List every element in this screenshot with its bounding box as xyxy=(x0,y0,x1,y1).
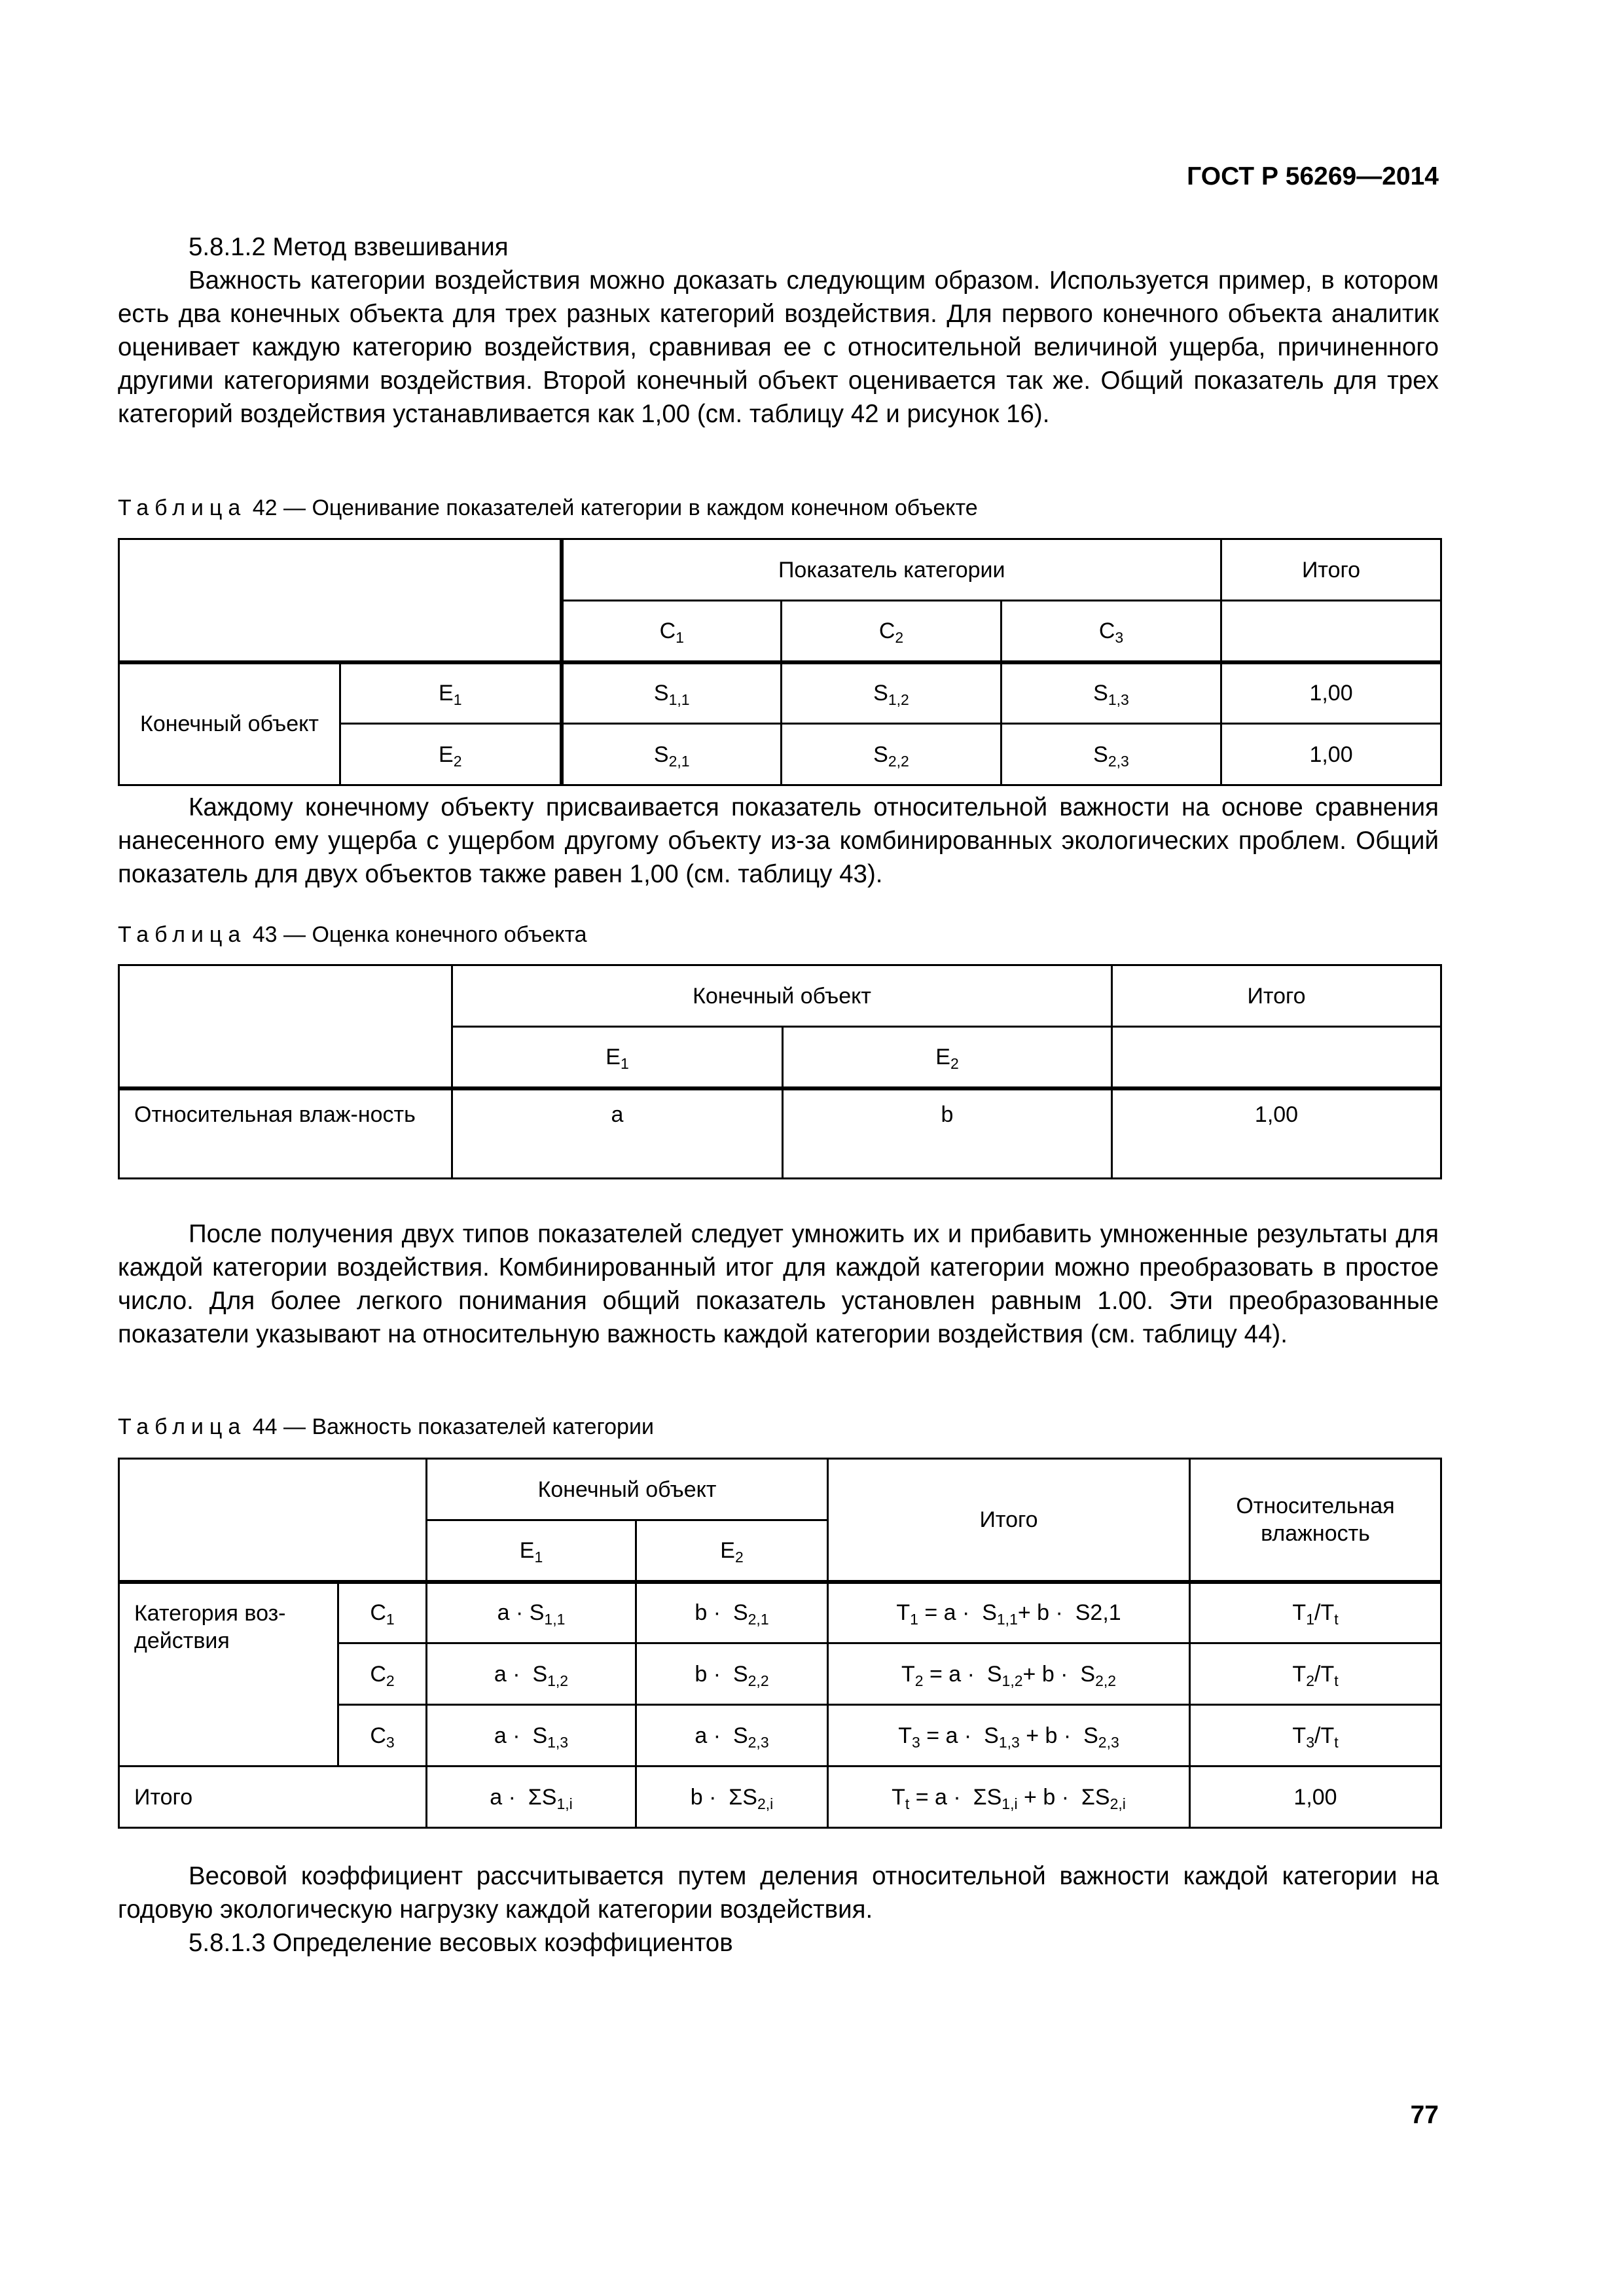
caption-text: 43 — Оценка конечного объекта xyxy=(252,922,587,947)
table-caption xyxy=(118,1414,654,1440)
table-cell: $b \cdot \Sigma S_{2,i}$ xyxy=(636,1767,828,1828)
table-cell: $S_{1,2}$ xyxy=(782,662,1001,724)
table-42 xyxy=(118,538,1442,786)
caption-text: 44 — Важность показателей категории xyxy=(252,1414,654,1439)
empty-cell xyxy=(119,1459,427,1582)
table-caption xyxy=(118,922,587,948)
paragraph: Весовой коэффициент рассчитывается путем деления относительной важности каждой категории на годовую экологическую нагрузку каждой категории воздействия. xyxy=(118,1862,1439,1924)
table-row xyxy=(119,662,1441,724)
header-cell: Конечный объект xyxy=(452,965,1112,1027)
empty-cell xyxy=(1112,1027,1441,1088)
paragraph: Каждому конечному объекту присваивается показатель относительной важности на основе сравнения нанесенного ему ущерба с ущербом другому объекту из-за комбинированных экологических проблем. Общий показатель для двух объектов также равен 1,00 (см. таблицу 43). xyxy=(118,793,1439,888)
table-row xyxy=(119,1767,1441,1828)
table-cell: $a \cdot S_{1,2}$ xyxy=(427,1643,636,1705)
paragraph: Важность категории воздействия можно доказать следующим образом. Используется пример, в котором есть два конечных объекта для трех разных категорий воздействия. Для первого конечного объекта аналитик оценивает каждую категорию воздействия, сравнивая ее с относительной величиной ущерба, причиненного другими категориями воздействия. Второй конечный объект оценивается так же. Общий показатель для трех категорий воздействия устанавливается как 1,00 (см. таблицу 42 и рисунок 16). xyxy=(118,266,1439,428)
caption-word: Таблица xyxy=(118,495,247,520)
header-cell: $E_2$ xyxy=(636,1520,828,1582)
header-cell: $C_2$ xyxy=(782,601,1001,662)
table-cell: b xyxy=(783,1088,1112,1179)
caption-word: Таблица xyxy=(118,1414,247,1439)
table-cell: $a \cdot S_{1,1}$ xyxy=(427,1582,636,1643)
table-row xyxy=(119,1088,1441,1179)
row-group-label: Конечный объект xyxy=(119,662,340,785)
paragraph: После получения двух типов показателей следует умножить их и прибавить умноженные результаты для каждой категории воздействия. Комбинированный итог для каждой категории можно преобразовать в простое число. Для более легкого понимания общий показатель установлен равным 1.00. Эти преобразованные показатели указывают на относительную важность каждой категории воздействия (см. таблицу 44). xyxy=(118,1220,1439,1348)
table-row xyxy=(119,539,1441,601)
table-cell: $S_{2,1}$ xyxy=(562,724,782,785)
table-cell: 1,00 xyxy=(1112,1088,1441,1179)
table-cell: $T_t = a \cdot \Sigma S_{1,i} + b \cdot \Sigma S_{2,i}$ xyxy=(828,1767,1190,1828)
table-cell: $a \cdot S_{2,3}$ xyxy=(636,1705,828,1767)
table-cell: $b \cdot S_{2,1}$ xyxy=(636,1582,828,1643)
caption-word: Таблица xyxy=(118,922,247,947)
table-cell: 1,00 xyxy=(1190,1767,1441,1828)
table-row xyxy=(119,1582,1441,1643)
row-label: Относительная влаж-ность xyxy=(119,1088,452,1179)
empty-cell xyxy=(1221,601,1441,662)
table-cell: $T_3/T_t$ xyxy=(1190,1705,1441,1767)
header-cell: Относительная влажность xyxy=(1190,1459,1441,1582)
header-cell: $C_1$ xyxy=(562,601,782,662)
table-cell: $S_{2,2}$ xyxy=(782,724,1001,785)
table-cell: $S_{2,3}$ xyxy=(1001,724,1221,785)
table-cell: $S_{1,3}$ xyxy=(1001,662,1221,724)
row-label: Итого xyxy=(119,1767,427,1828)
row-label: $C_3$ xyxy=(338,1705,427,1767)
table-cell: $T_1/T_t$ xyxy=(1190,1582,1441,1643)
empty-cell xyxy=(119,539,562,662)
table-cell: $S_{1,1}$ xyxy=(562,662,782,724)
table-cell: $T_2 = a \cdot S_{1,2}+ b \cdot S_{2,2}$ xyxy=(828,1643,1190,1705)
header-cell: $E_1$ xyxy=(452,1027,783,1088)
table-cell: $T_2/T_t$ xyxy=(1190,1643,1441,1705)
header-cell: Итого xyxy=(1221,539,1441,601)
row-label: $C_2$ xyxy=(338,1643,427,1705)
table-cell: 1,00 xyxy=(1221,662,1441,724)
row-label: $C_1$ xyxy=(338,1582,427,1643)
header-cell: Показатель категории xyxy=(562,539,1221,601)
header-cell: $E_1$ xyxy=(427,1520,636,1582)
header-cell: Итого xyxy=(1112,965,1441,1027)
table-cell: $T_1 = a \cdot S_{1,1}+ b \cdot S2,1$ xyxy=(828,1582,1190,1643)
header-cell: $E_2$ xyxy=(783,1027,1112,1088)
table-cell: $b \cdot S_{2,2}$ xyxy=(636,1643,828,1705)
caption-text: 42 — Оценивание показателей категории в каждом конечном объекте xyxy=(252,495,978,520)
document-header: ГОСТ Р 56269—2014 xyxy=(1187,162,1439,190)
table-44 xyxy=(118,1458,1442,1829)
table-cell: $a \cdot \Sigma S_{1,i}$ xyxy=(427,1767,636,1828)
header-cell: $C_3$ xyxy=(1001,601,1221,662)
header-cell: Итого xyxy=(828,1459,1190,1582)
table-row xyxy=(119,1459,1441,1520)
row-label: $E_1$ xyxy=(340,662,562,724)
page-number: 77 xyxy=(1410,2101,1439,2129)
row-label: $E_2$ xyxy=(340,724,562,785)
section-heading: 5.8.1.3 Определение весовых коэффициентов xyxy=(189,1929,733,1957)
table-cell: a xyxy=(452,1088,783,1179)
section-heading: 5.8.1.2 Метод взвешивания xyxy=(189,233,509,261)
table-cell: $T_3 = a \cdot S_{1,3} + b \cdot S_{2,3}$ xyxy=(828,1705,1190,1767)
empty-cell xyxy=(119,965,452,1088)
row-group-label: Категория воз-действия xyxy=(119,1582,338,1767)
table-cell: $a \cdot S_{1,3}$ xyxy=(427,1705,636,1767)
table-caption xyxy=(118,495,978,521)
table-row xyxy=(119,965,1441,1027)
header-cell: Конечный объект xyxy=(427,1459,828,1520)
table-43 xyxy=(118,964,1442,1179)
table-cell: 1,00 xyxy=(1221,724,1441,785)
